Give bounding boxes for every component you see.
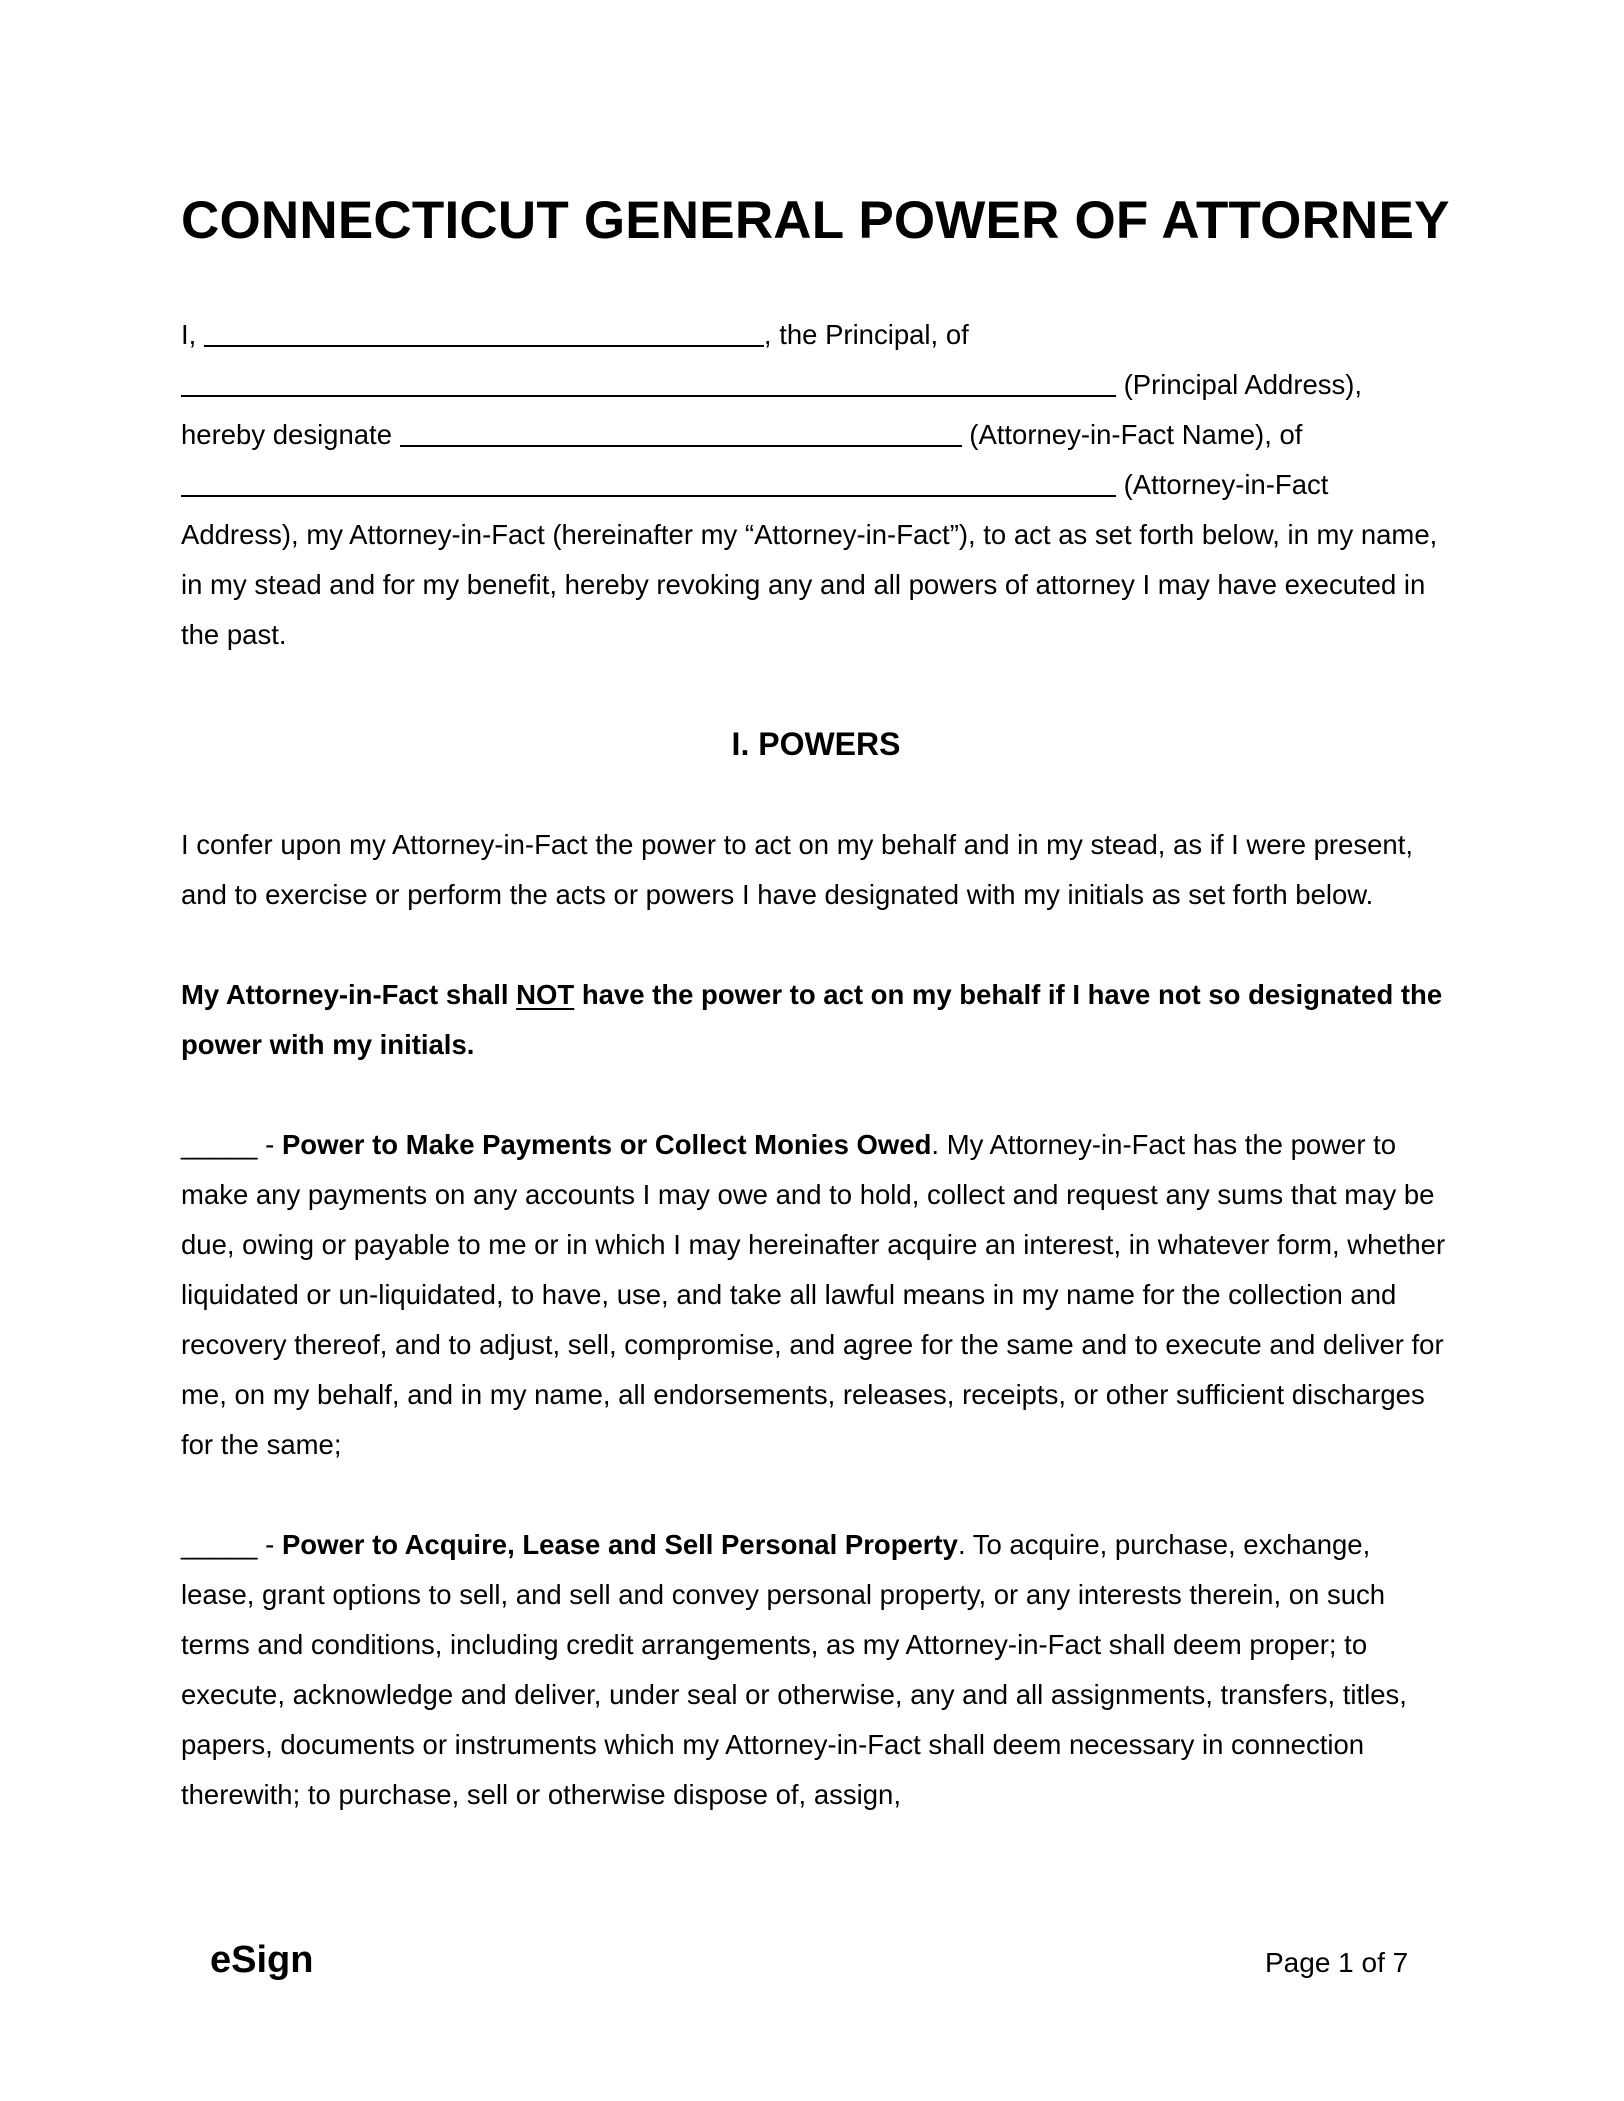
power-title: Power to Make Payments or Collect Monies Owed — [281, 1129, 932, 1160]
intro-line1-suffix: , the Principal, of — [763, 319, 969, 350]
principal-name-field[interactable] — [204, 345, 764, 347]
intro-line3-prefix: hereby designate — [181, 419, 400, 450]
section-heading-powers: I. POWERS — [731, 726, 901, 762]
intro-line2-suffix: (Principal Address), — [1116, 369, 1363, 400]
power-separator: - — [257, 1129, 282, 1160]
document-title: CONNECTICUT GENERAL POWER OF ATTORNEY — [181, 191, 1450, 250]
principal-address-field[interactable] — [181, 395, 1116, 397]
power-item-payments — [181, 1120, 1451, 1470]
notice-part1: My Attorney-in-Fact shall — [181, 979, 517, 1010]
intro-line-principal — [181, 310, 1451, 360]
intro-line-principal-address — [181, 360, 1451, 410]
notice-emphasis: NOT — [516, 979, 575, 1010]
initials-field[interactable]: _____ — [181, 1129, 258, 1160]
power-item-personal-property — [181, 1520, 1451, 1820]
footer-page-number: Page 1 of 7 — [1265, 1947, 1409, 1978]
footer-brand-logo: eSign — [210, 1939, 314, 1981]
power-title: Power to Acquire, Lease and Sell Personal Property — [281, 1529, 958, 1560]
notice-part2: have the power to act on my behalf if I have not so designated the power with my initials. — [181, 979, 1443, 1060]
intro-block — [181, 310, 1451, 660]
power-text: . To acquire, purchase, exchange, lease, grant options to sell, and sell and convey personal property, or any interests therein, on such terms and conditions, including credit arrangements, as my Attorney-in-Fact shall deem proper; to execute, acknowledge and deliver, under seal or otherwise, any and all assignments, transfers, titles, papers, documents or instruments which my Attorney-in-Fact shall deem necessary in connection therewith; to purchase, sell or otherwise dispose of, assign, — [181, 1529, 1407, 1810]
powers-notice — [181, 970, 1451, 1070]
intro-line-attorney-address — [181, 460, 1451, 510]
power-text: . My Attorney-in-Fact has the power to make any payments on any accounts I may owe and to hold, collect and request any sums that may be due, owing or payable to me or in which I may hereinafter acquire an interest, in whatever form, whether liquidated or un-liquidated, to have, use, and take all lawful means in my name for the collection and recovery thereof, and to adjust, sell, compromise, and agree for the same and to execute and deliver for me, on my behalf, and in my name, all endorsements, releases, receipts, or other sufficient discharges for the same; — [181, 1129, 1446, 1460]
intro-line4-suffix: (Attorney-in-Fact — [1116, 469, 1329, 500]
intro-line-attorney-name — [181, 410, 1451, 460]
attorney-address-field[interactable] — [181, 495, 1116, 497]
intro-line1-prefix: I, — [181, 319, 204, 350]
powers-intro-paragraph: I confer upon my Attorney-in-Fact the power to act on my behalf and in my stead, as if I were present, and to exercise or perform the acts or powers I have designated with my initials as set forth below. — [181, 829, 1413, 910]
document-content — [181, 190, 1451, 1820]
initials-field[interactable]: _____ — [181, 1529, 258, 1560]
power-separator: - — [257, 1529, 282, 1560]
intro-paragraph: Address), my Attorney-in-Fact (hereinafter my “Attorney-in-Fact”), to act as set forth below, in my name, in my stead and for my benefit, hereby revoking any and all powers of attorney I may have executed in the past. — [181, 519, 1438, 650]
intro-line3-suffix: (Attorney-in-Fact Name), of — [961, 419, 1303, 450]
attorney-name-field[interactable] — [400, 445, 962, 447]
